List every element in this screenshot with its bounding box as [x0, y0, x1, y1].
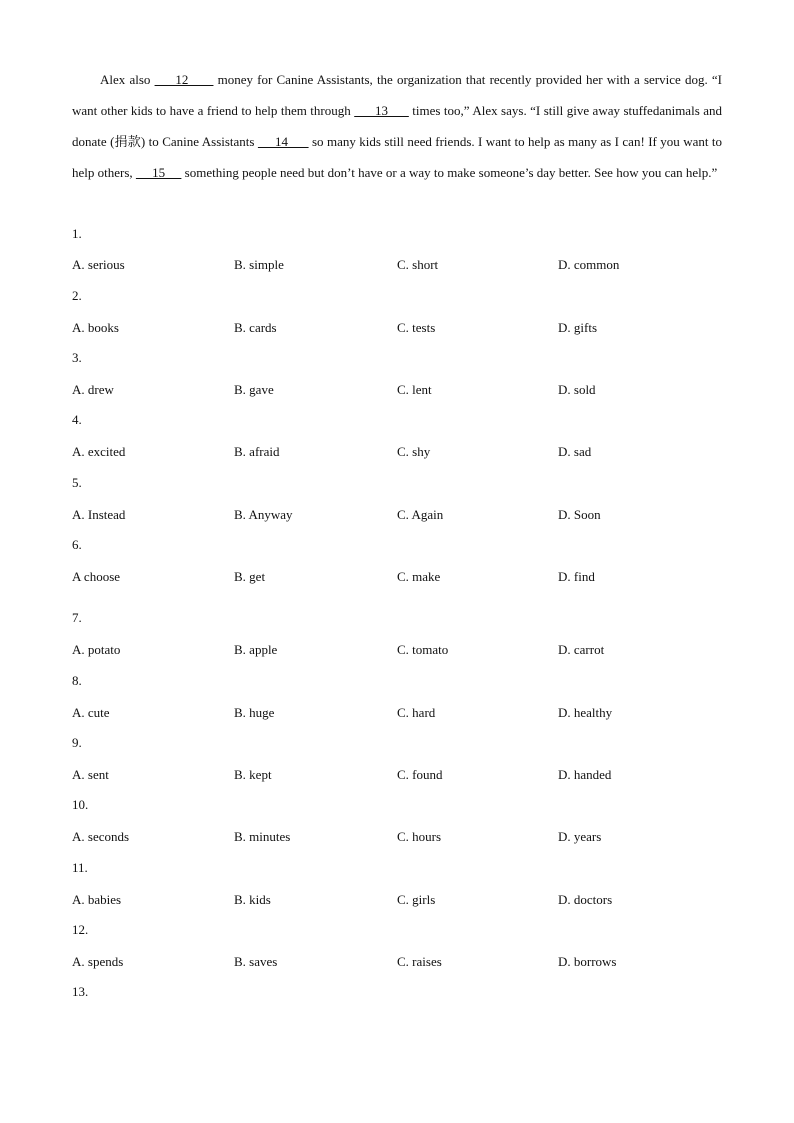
- option-b: B. huge: [234, 705, 275, 720]
- option-c: C. short: [397, 257, 439, 272]
- question-number: 12.: [72, 922, 89, 937]
- blank-15: 15: [135, 165, 182, 180]
- cloze-passage: [72, 64, 722, 188]
- passage-text: Alex also: [100, 72, 155, 87]
- question-number: 13.: [72, 984, 89, 999]
- question-number: 3.: [72, 350, 82, 365]
- option-a: A choose: [72, 569, 121, 584]
- option-a: A. Instead: [72, 507, 126, 522]
- option-b: B. saves: [234, 954, 278, 969]
- option-b: B. kids: [234, 892, 271, 907]
- option-a: A. spends: [72, 954, 124, 969]
- option-c: C. hard: [397, 705, 436, 720]
- question-number: 5.: [72, 475, 82, 490]
- option-d: D. borrows: [558, 954, 617, 969]
- option-b: B. afraid: [234, 444, 280, 459]
- option-b: B. gave: [234, 382, 274, 397]
- option-c: C. shy: [397, 444, 431, 459]
- question-number: 2.: [72, 288, 82, 303]
- blank-14: 14: [257, 134, 309, 149]
- option-b: B. cards: [234, 320, 277, 335]
- option-c: C. Again: [397, 507, 444, 522]
- option-b: B. kept: [234, 767, 272, 782]
- question-number: 10.: [72, 797, 89, 812]
- option-d: D. healthy: [558, 705, 613, 720]
- blank-13: 13: [354, 103, 409, 118]
- option-c: C. tomato: [397, 642, 449, 657]
- passage-text: money for Canine Assistants, the organization that recently provided her with a service dog. “I want other kids to have a friend to help them through: [72, 72, 722, 118]
- question-number: 1.: [72, 226, 82, 241]
- blank-12: 12: [154, 72, 214, 87]
- option-a: A. drew: [72, 382, 114, 397]
- option-d: D. Soon: [558, 507, 601, 522]
- option-a: A. potato: [72, 642, 121, 657]
- option-b: B. minutes: [234, 829, 291, 844]
- option-b: B. get: [234, 569, 266, 584]
- option-b: B. simple: [234, 257, 284, 272]
- option-c: C. hours: [397, 829, 442, 844]
- option-d: D. years: [558, 829, 602, 844]
- option-c: C. found: [397, 767, 443, 782]
- option-c: C. make: [397, 569, 441, 584]
- question-number: 6.: [72, 537, 82, 552]
- option-d: D. handed: [558, 767, 612, 782]
- option-a: A. excited: [72, 444, 126, 459]
- option-a: A. cute: [72, 705, 110, 720]
- option-a: A. sent: [72, 767, 109, 782]
- option-a: A. serious: [72, 257, 125, 272]
- option-d: D. sold: [558, 382, 596, 397]
- option-d: D. sad: [558, 444, 592, 459]
- option-c: C. raises: [397, 954, 442, 969]
- option-d: D. common: [558, 257, 620, 272]
- passage-text: something people need but don’t have or a way to make someone’s day better. See how you can help.”: [181, 165, 718, 180]
- question-number: 7.: [72, 610, 82, 625]
- option-c: C. tests: [397, 320, 436, 335]
- option-c: C. lent: [397, 382, 432, 397]
- option-c: C. girls: [397, 892, 436, 907]
- question-number: 4.: [72, 412, 82, 427]
- option-a: A. seconds: [72, 829, 130, 844]
- question-number: 11.: [72, 860, 88, 875]
- option-d: D. gifts: [558, 320, 597, 335]
- option-b: B. apple: [234, 642, 278, 657]
- question-number: 9.: [72, 735, 82, 750]
- option-d: D. doctors: [558, 892, 613, 907]
- option-a: A. babies: [72, 892, 122, 907]
- passage-text: times too,” Alex says. “I still give away stuffedanimals and donate (捐款) to Canine Assistants: [72, 103, 722, 149]
- option-a: A. books: [72, 320, 119, 335]
- question-number: 8.: [72, 673, 82, 688]
- option-d: D. carrot: [558, 642, 605, 657]
- option-b: B. Anyway: [234, 507, 293, 522]
- passage-text: so many kids still need friends. I want to help as many as I can! If you want to help others,: [72, 134, 723, 180]
- option-d: D. find: [558, 569, 595, 584]
